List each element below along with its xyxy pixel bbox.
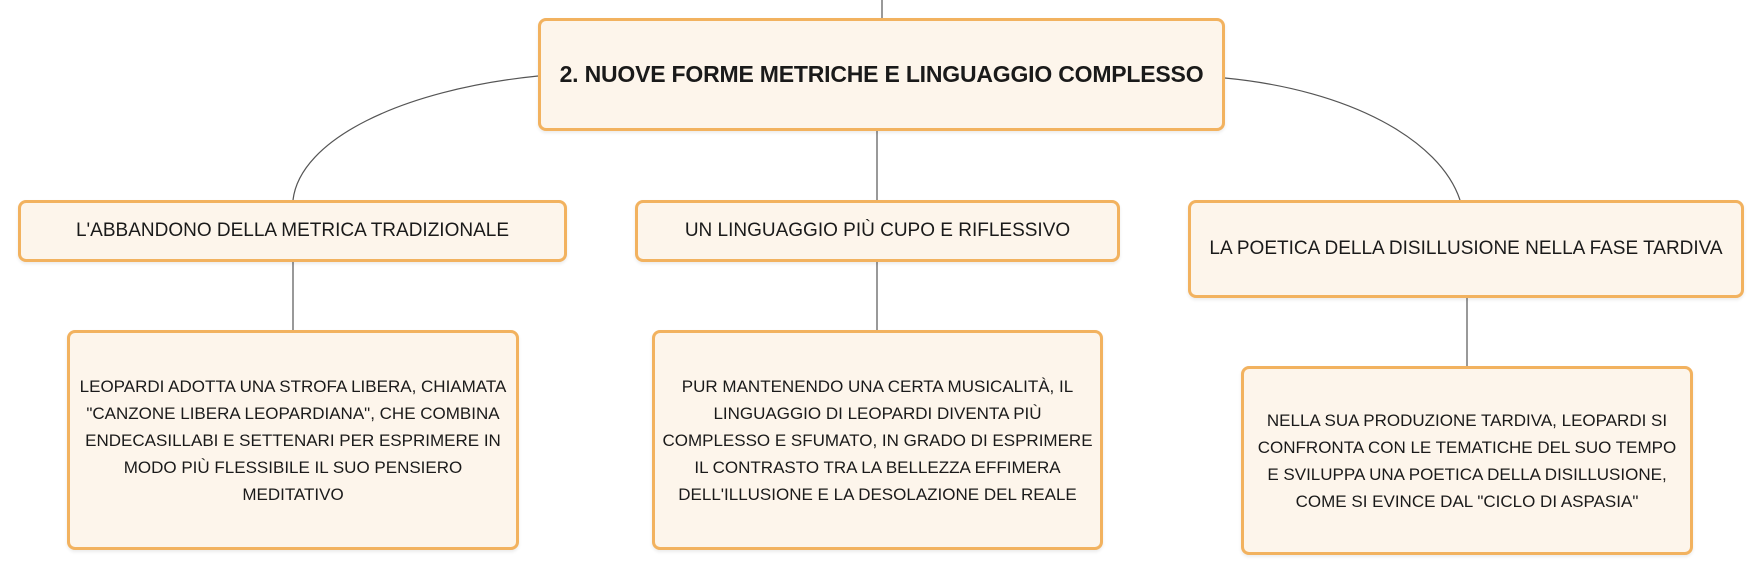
branch-node-label: LA POETICA DELLA DISILLUSIONE NELLA FASE TARDIVA <box>1209 238 1723 259</box>
branch-node-metrica[interactable] <box>18 200 567 262</box>
branch-node-label: UN LINGUAGGIO PIÙ CUPO E RIFLESSIVO <box>684 220 1071 241</box>
detail-node-text: NELLA SUA PRODUZIONE TARDIVA, LEOPARDI SI CONFRONTA CON LE TEMATICHE DEL SUO TEMPO E SVILUPPA UNA POETICA DELLA DISILLUSIONE, COME SI EVINCE DAL "CICLO DI ASPASIA" <box>1257 410 1677 511</box>
detail-node-metrica[interactable] <box>67 330 519 550</box>
detail-node-disillusione[interactable] <box>1241 366 1693 555</box>
detail-node-linguaggio[interactable] <box>652 330 1103 550</box>
detail-node-text: PUR MANTENENDO UNA CERTA MUSICALITÀ, IL LINGUAGGIO DI LEOPARDI DIVENTA PIÙ COMPLESSO E SFUMATO, IN GRADO DI ESPRIMERE IL CONTRASTO TRA LA BELLEZZA EFFIMERA DELL'ILLUSIONE E LA DESOLAZIONE DEL REALE <box>662 376 1093 504</box>
root-node[interactable] <box>538 18 1225 131</box>
detail-node-text: LEOPARDI ADOTTA UNA STROFA LIBERA, CHIAMATA "CANZONE LIBERA LEOPARDIANA", CHE COMBINA ENDECASILLABI E SETTENARI PER ESPRIMERE IN MODO PIÙ FLESSIBILE IL SUO PENSIERO MEDITATIVO <box>79 376 507 504</box>
connector-root-branch-3 <box>1225 78 1460 200</box>
root-node-label: 2. NUOVE FORME METRICHE E LINGUAGGIO COMPLESSO <box>559 61 1204 87</box>
branch-node-linguaggio[interactable] <box>635 200 1120 262</box>
connector-root-branch-1 <box>293 76 538 200</box>
branch-node-label: L'ABBANDONO DELLA METRICA TRADIZIONALE <box>75 220 509 241</box>
branch-node-disillusione[interactable] <box>1188 200 1744 298</box>
